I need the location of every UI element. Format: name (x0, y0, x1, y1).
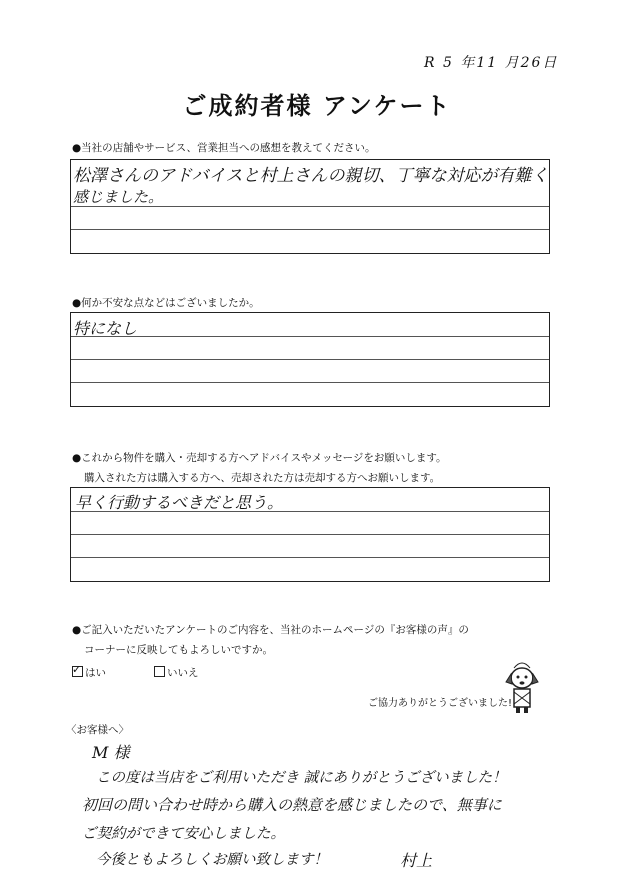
ruled-line (71, 382, 549, 383)
reply-heading: 〈お客様へ〉 (66, 724, 129, 736)
answer-box-1 (70, 159, 550, 254)
answer-2: 特になし (73, 319, 138, 338)
ruled-line (71, 557, 549, 558)
dog-mascot-icon (502, 656, 542, 716)
ruled-line (71, 336, 549, 337)
question-3: ●これから物件を購入・売却する方へアドバイスやメッセージをお願いします。 (72, 452, 447, 464)
reply-signature: 村上 (400, 851, 433, 870)
answer-1-line-1: 松澤さんのアドバイスと村上さんの親切、丁寧な対応が有難く (73, 166, 549, 186)
answer-1-line-2: 感じました。 (73, 188, 164, 206)
reply-line-1: この度は当店をご利用いただき 誠にありがとうございました！ (96, 770, 507, 786)
question-3-sub: 購入された方は購入する方へ、売却された方は売却する方へお願いします。 (84, 472, 441, 484)
option-no[interactable] (154, 665, 199, 680)
reply-line-2: 初回の問い合わせ時から購入の熱意を感じましたので、無事に (82, 796, 502, 814)
thanks-message: ご協力ありがとうございました! (368, 698, 513, 709)
option-yes-label: はい (85, 667, 106, 679)
ruled-line (71, 359, 549, 360)
reply-salutation: M 様 (92, 743, 130, 762)
question-2: ●何か不安な点などはございましたか。 (72, 297, 260, 309)
checkbox-no[interactable] (154, 666, 165, 677)
question-4-line-2: コーナーに反映してもよろしいですか。 (84, 644, 273, 656)
answer-box-2 (70, 312, 550, 407)
ruled-line (71, 534, 549, 535)
page-title: ご成約者様 アンケート (182, 92, 452, 120)
question-4-line-1: ●ご記入いただいたアンケートのご内容を、当社のホームページの『お客様の声』の (72, 624, 469, 636)
reply-line-3: ご契約ができて安心しました。 (82, 826, 285, 842)
reply-line-4: 今後ともよろしくお願い致します！ (96, 852, 328, 868)
answer-box-3 (70, 487, 550, 582)
option-yes[interactable] (72, 665, 106, 680)
checkbox-yes[interactable] (72, 666, 83, 677)
ruled-line (71, 229, 549, 230)
answer-3: 早く行動するべきだと思う。 (75, 493, 284, 512)
date-handwritten: R 5 年11 月26日 (424, 55, 559, 71)
question-1: ●当社の店舗やサービス、営業担当への感想を教えてください。 (72, 142, 376, 154)
option-no-label: いいえ (167, 667, 199, 679)
